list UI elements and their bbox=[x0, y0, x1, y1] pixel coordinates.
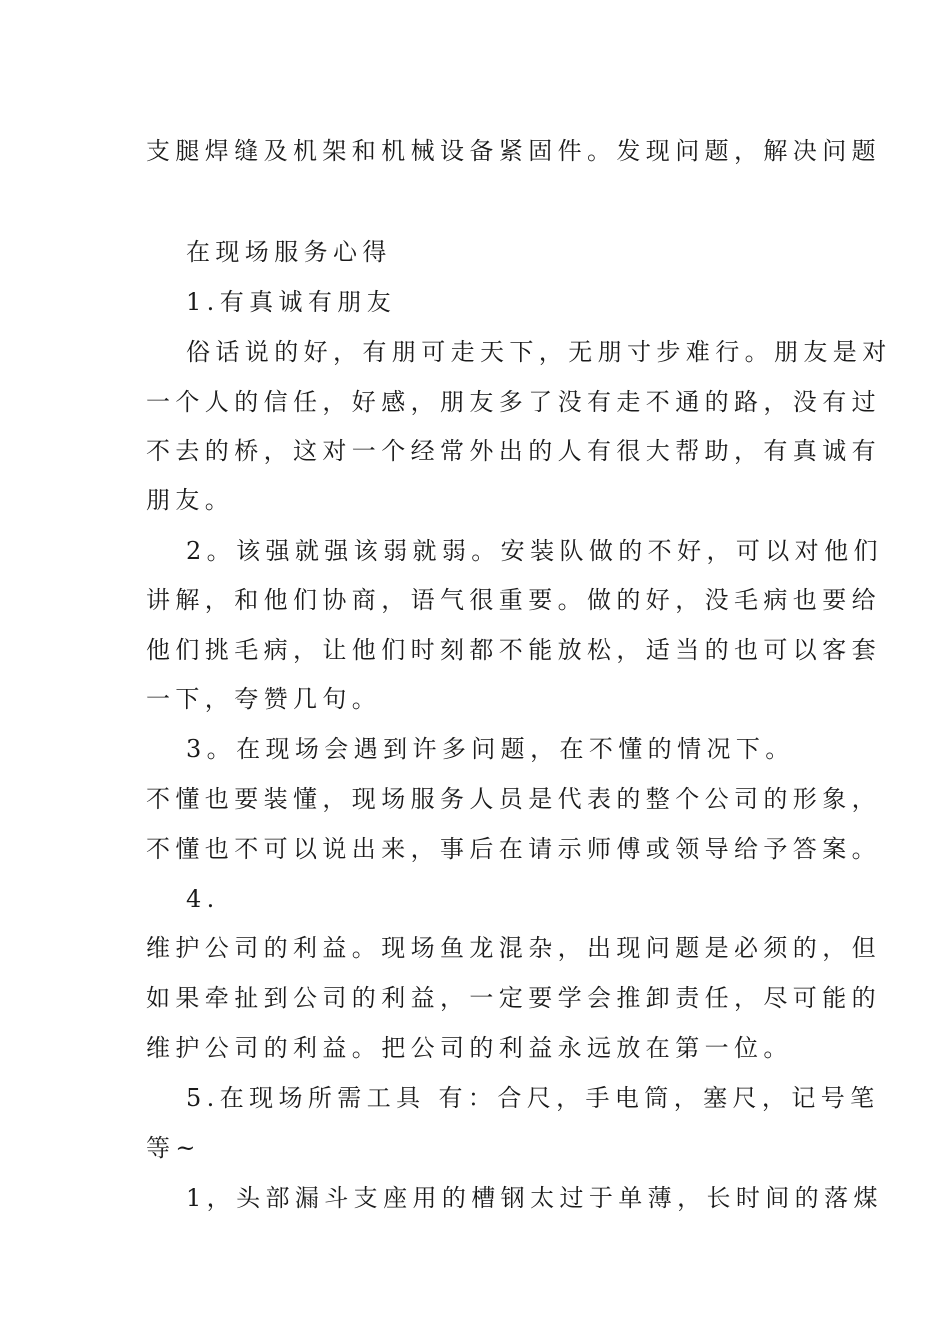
paragraph-line: 一下，夸赞几句。 bbox=[146, 685, 382, 713]
paragraph-line: 讲解，和他们协商，语气很重要。做的好，没毛病也要给 bbox=[146, 586, 881, 614]
paragraph-line: 维护公司的利益。把公司的利益永远放在第一位。 bbox=[146, 1034, 793, 1062]
paragraph-line: 等~ bbox=[146, 1134, 201, 1162]
list-item-number: 4. bbox=[186, 885, 220, 913]
list-item-line: 2。该强就强该弱就弱。安装队做的不好，可以对他们 bbox=[186, 537, 883, 565]
paragraph-line: 维护公司的利益。现场鱼龙混杂，出现问题是必须的，但 bbox=[146, 934, 881, 962]
paragraph-line: 如果牵扯到公司的利益，一定要学会推卸责任，尽可能的 bbox=[146, 984, 881, 1012]
paragraph-line: 不去的桥，这对一个经常外出的人有很大帮助，有真诚有 bbox=[146, 437, 881, 465]
list-item-line: 3。在现场会遇到许多问题，在不懂的情况下。 bbox=[186, 735, 795, 763]
list-item-heading: 1.有真诚有朋友 bbox=[186, 288, 397, 316]
paragraph-line: 朋友。 bbox=[146, 486, 235, 514]
list-item-line: 1，头部漏斗支座用的槽钢太过于单薄，长时间的落煤 bbox=[186, 1184, 883, 1212]
paragraph-line: 不懂也要装懂，现场服务人员是代表的整个公司的形象， bbox=[146, 785, 881, 813]
section-heading: 在现场服务心得 bbox=[186, 238, 392, 266]
paragraph-line: 支腿焊缝及机架和机械设备紧固件。发现问题，解决问题 bbox=[146, 137, 881, 165]
paragraph-line: 一个人的信任，好感，朋友多了没有走不通的路，没有过 bbox=[146, 388, 881, 416]
list-item-line: 5.在现场所需工具 有：合尺，手电筒，塞尺，记号笔 bbox=[186, 1084, 880, 1112]
paragraph-line: 不懂也不可以说出来，事后在请示师傅或领导给予答案。 bbox=[146, 835, 881, 863]
paragraph-line: 俗话说的好，有朋可走天下，无朋寸步难行。朋友是对 bbox=[186, 338, 892, 366]
paragraph-line: 他们挑毛病，让他们时刻都不能放松，适当的也可以客套 bbox=[146, 636, 881, 664]
